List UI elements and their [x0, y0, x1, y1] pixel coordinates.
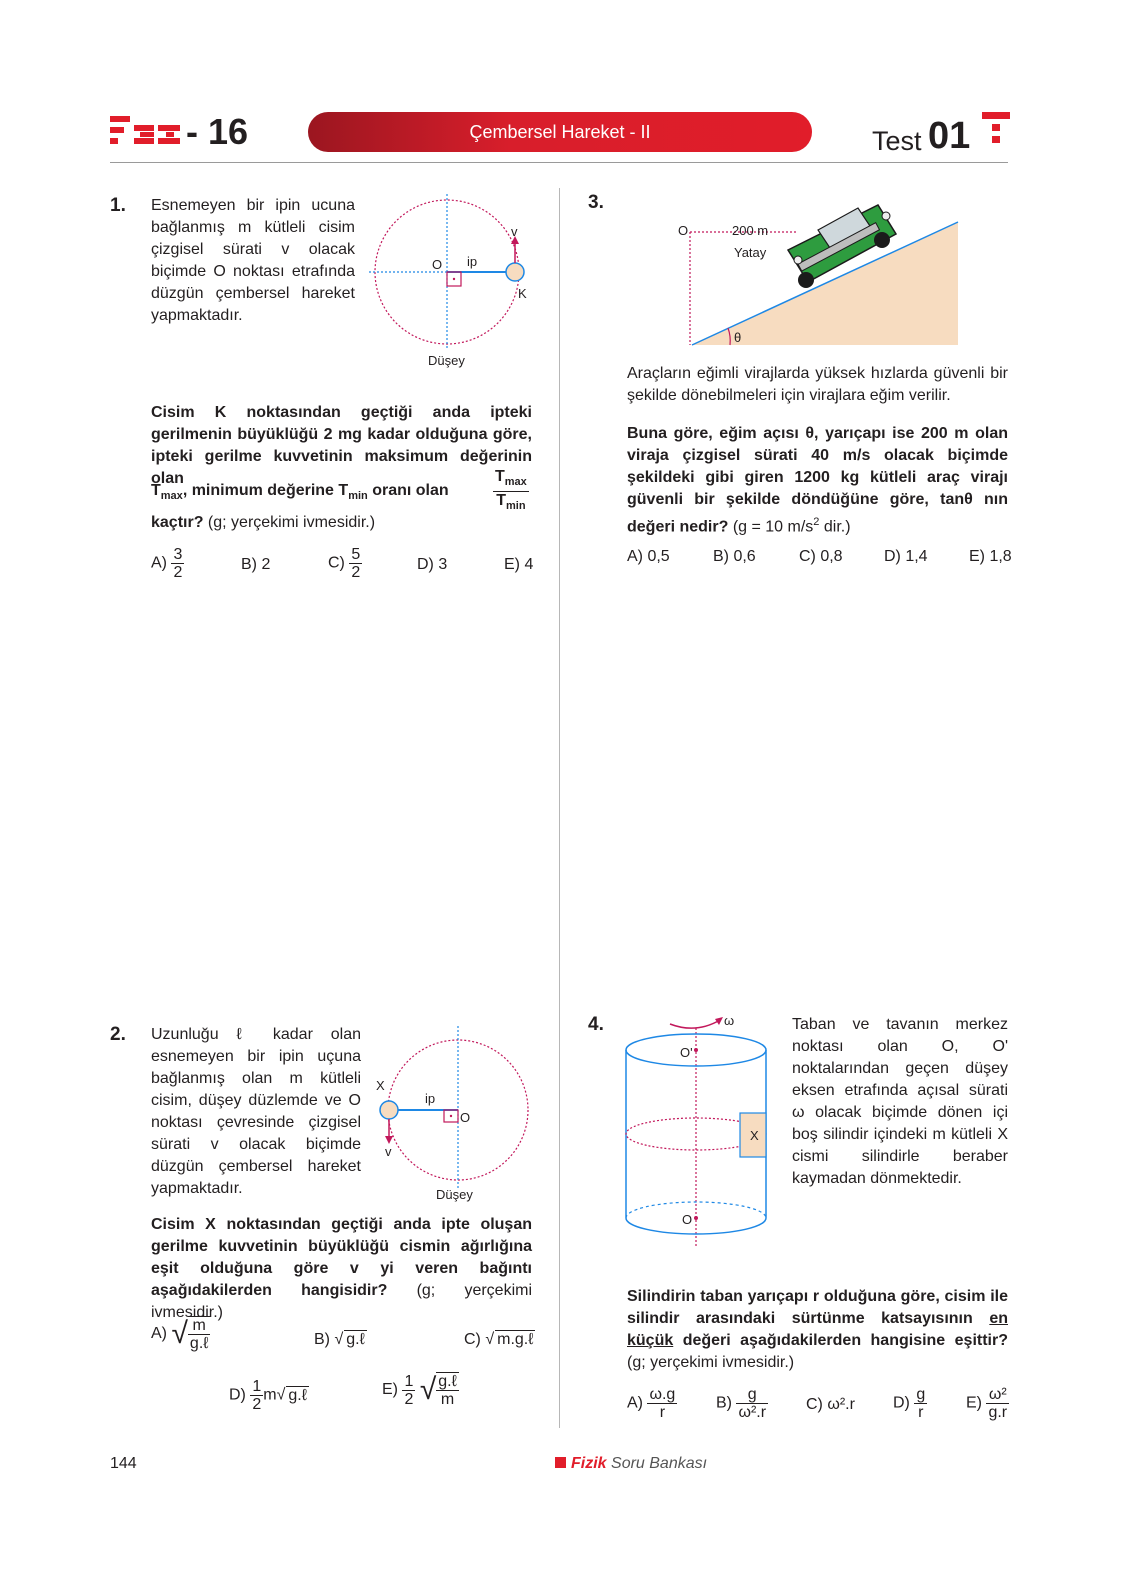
q4-option-a[interactable]: A) $\frac{\omega.g}{r}$ — [627, 1386, 676, 1421]
q4-option-c[interactable]: C) ω².r — [806, 1396, 855, 1413]
q4-label-x: X — [750, 1128, 759, 1143]
q2-option-c[interactable]: C) √ m.g.ℓ — [464, 1331, 534, 1348]
q4-option-d[interactable]: D) $\frac{g}{r}$ — [893, 1386, 926, 1421]
q2-label-o: O — [460, 1110, 471, 1125]
q2-label-v: v — [385, 1144, 392, 1159]
q1-option-c[interactable]: C) $\frac{5}{2}$ — [328, 546, 361, 581]
q4-label-o-top: O' — [680, 1045, 693, 1060]
brand-logo — [110, 110, 182, 150]
q4-option-b[interactable]: B) $\frac{g}{\text{ω².r}}$ — [716, 1386, 767, 1421]
q4-label-omega: ω — [724, 1013, 735, 1028]
q2-option-b[interactable]: B) √ g.ℓ — [314, 1331, 365, 1348]
q3-option-a[interactable]: A) 0,5 — [627, 548, 670, 565]
question-1-ratio-line: $T_{max}$, minimum değerine $T_{min}$ oranı olan $T_{max}$ $T_{min}$ — [151, 468, 532, 512]
q1-label-o: O — [432, 257, 443, 272]
question-1-number: 1. — [110, 195, 126, 216]
q2-label-dusey: Düşey — [436, 1187, 473, 1202]
q4-label-o-bot: O — [682, 1212, 693, 1227]
q3-label-dist: 200 m — [732, 223, 769, 238]
topic-banner — [308, 112, 812, 152]
q1-option-b[interactable]: B) 2 — [241, 556, 271, 573]
question-2-prompt: Cisim X noktasından geçtiği anda ipte oluşan gerilme kuvvetinin büyüklüğü cismin ağırlığına eşit olduğuna göre v yi veren bağıntı aşağıdakilerden hangisidir? (g; yerçekimi ivmesidir.) — [151, 1216, 533, 1321]
q3-label-yatay: Yatay — [734, 245, 767, 260]
q3-label-o: O — [678, 223, 689, 238]
q1-label-v: v — [511, 224, 518, 239]
question-2-number: 2. — [110, 1024, 126, 1045]
footer-book-title: Fizik Soru Bankası — [555, 1455, 707, 1473]
q1-option-a[interactable]: A) $\frac{3}{2}$ — [151, 546, 183, 581]
q1-option-e[interactable]: E) 4 — [504, 556, 534, 573]
q2-label-ip: ip — [425, 1091, 436, 1106]
q2-option-a[interactable]: A) √ $\frac{m}{\text{g.ℓ}}$ — [151, 1317, 209, 1352]
test-logo-icon — [982, 112, 1010, 152]
question-4-prompt: Silindirin taban yarıçapı r olduğuna göre, cisim ile silindir arasındaki sürtünme katsayısının en küçük değeri aşağıdakilerden hangisine eşittir? (g; yerçekimi ivmesidir.) — [627, 1288, 1008, 1371]
question-1-figure — [365, 192, 540, 372]
q3-option-e[interactable]: E) 1,8 — [969, 548, 1012, 565]
chapter-number: - 16 — [186, 111, 249, 152]
q1-option-d[interactable]: D) 3 — [417, 556, 448, 573]
q3-option-d[interactable]: D) 1,4 — [884, 548, 928, 565]
q3-option-b[interactable]: B) 0,6 — [713, 548, 756, 565]
question-4-number: 4. — [588, 1014, 604, 1035]
q2-option-d[interactable]: D) $\frac{1}{2}$ m√ g.ℓ — [229, 1378, 307, 1413]
column-divider — [559, 188, 560, 1428]
header-rule — [110, 162, 1008, 163]
q1-label-k: K — [518, 286, 527, 301]
question-4-figure — [620, 1010, 780, 1250]
q1-label-dusey: Düşey — [428, 353, 465, 368]
footer-square-icon — [555, 1457, 566, 1468]
question-3-prompt: Buna göre, eğim açısı θ, yarıçapı ise 200 m olan viraja çizgisel sürati 40 m/s olacak biçimde şekildeki gibi giren 1200 kg kütleli araç virajı güvenli bir şekilde döndüğüne göre, tanθ nın değeri nedir? (g = 10 $m/s^2$ dir.) — [627, 425, 1008, 536]
question-3-figure — [668, 190, 968, 350]
test-number: 01 — [928, 115, 971, 157]
question-1-stem: Esnemeyen bir ipin ucuna bağlanmış m kütleli cisim çizgisel sürati v olacak biçimde O noktası etrafında düzgün çembersel hareket yapmaktadır. — [151, 197, 355, 324]
q4-option-e[interactable]: E) $\frac{\text{ω²}}{g.r}$ — [966, 1386, 1008, 1421]
test-label: Test — [872, 126, 922, 156]
q1-label-ip: ip — [467, 254, 478, 269]
question-3-number: 3. — [588, 192, 604, 213]
q2-option-e[interactable]: E) $\frac{1}{2}$ √ $\frac{\text{g.ℓ}}{m}$ — [382, 1372, 457, 1408]
question-4-stem: Taban ve tavanın merkez noktası olan O, O' noktalarından geçen düşey eksen etrafında açısal sürati ω olacak biçimde dönen içi boş silindir içindeki m kütleli X cismi silindirle beraber kaymadan dönmektedir. — [792, 1016, 1008, 1187]
q3-option-c[interactable]: C) 0,8 — [799, 548, 843, 565]
question-3-intro: Araçların eğimli virajlarda yüksek hızlarda güvenli bir şekilde dönebilmeleri için virajlara eğim verilir. — [627, 365, 1008, 404]
tmin-symbol: T — [338, 482, 349, 499]
q3-label-theta: θ — [734, 330, 742, 345]
tmax-over-tmin-fraction: $T_{max}$ $T_{min}$ — [495, 468, 527, 513]
page-number: 144 — [110, 1455, 137, 1472]
tmax-symbol: T — [151, 482, 161, 499]
question-1-prompt: Cisim K noktasından geçtiği anda ipteki gerilmenin büyüklüğü 2 mg kadar olduğuna göre, ipteki gerilme kuvvetinin maksimum değerinin olan — [151, 404, 532, 487]
question-2-stem: Uzunluğu ℓ kadar olan esnemeyen bir ipin uçuna bağlanmış olan m kütleli cisim, düşey düzlemde ve O noktası çevresinde çizgisel sürati v olacak biçimde düzgün çembersel hareket yapmaktadır. — [151, 1026, 361, 1197]
q2-label-x: X — [376, 1078, 385, 1093]
question-2-figure — [372, 1024, 532, 1206]
question-1-prompt-end: kaçtır? (g; yerçekimi ivmesidir.) — [151, 514, 376, 531]
topic-title: Çembersel Hareket - II — [469, 122, 651, 142]
